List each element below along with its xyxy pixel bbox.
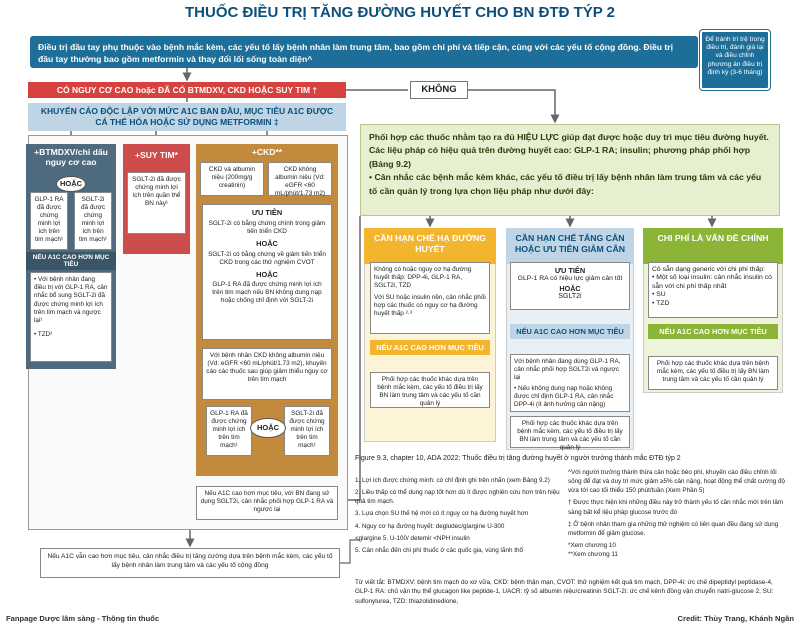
ref-left-2: 2. Liều thấp có thể dung nạp tốt hơn dù ít được nghiên cứu hơn trên hiệu quả tim mạch. — [355, 489, 560, 506]
cost-box-line-0: Cô sẵn dạng generic với chi phí thấp: — [652, 266, 765, 273]
ref-right-2: † Được thực hiện khi những điều này trở thành yếu tố cần nhắc mới trên lâm sàng bất kể liệu pháp glucose trước đó — [568, 499, 784, 516]
heart-failure-column — [123, 144, 190, 254]
intensify-box: Nếu A1C vẫn cao hơn mục tiêu, cân nhắc điều trị tăng cường dựa trên bệnh mắc kèm, các yếu tố lấy bệnh nhân làm trung tâm và các yếu tố cộng đồng — [40, 548, 340, 578]
ref-left-3: 3. Lựa chọn SU thế hệ mới có ít nguy cơ hạ đường huyết hơn — [355, 510, 529, 518]
weight-priority-box — [510, 262, 630, 310]
ckd-glp1-box: GLP-1 RA đã được chứng minh lợi ích trên tim mạch¹ — [206, 406, 252, 456]
ref-left-4: 4. Nguy cơ hạ đường huyết: degludec/glargine U-300 — [355, 522, 505, 530]
ckd-priority-3: GLP-1 RA đã được chứng minh lợi ích trên tim mạch nếu BN không dung nạp hoặc chống chỉ định với SGLT-2i — [212, 280, 322, 304]
intro-line-1: Điều trị đầu tay phụ thuộc vào bệnh mắc kèm, các yếu tố lấy bệnh nhân làm trung tâm, bao gồm chi phí và tiếp cận, cùng với các yếu tố cộng đồng. — [38, 42, 642, 52]
ckd-no-albuminuria-box: CKD không albumin niệu (Vd: eGFR <60 mL/phút/1.73 m2) — [268, 162, 332, 196]
combination-line-2: Các liệu pháp có hiệu quả trên đường huyết cao: GLP-1 RA; insulin; phương pháp phối hợp (Bảng 9.2) — [369, 145, 751, 169]
ckd-priority-2: SGLT-2i có bằng chứng về giảm tiến triển CKD trong các thử nghiệm CVOT — [208, 250, 326, 266]
intro-line-2: Điều trị đầu tay thường bao gồm metformin và thay đổi lối sống toàn diện^ — [38, 42, 674, 65]
ckd-header: +CKD** — [251, 147, 283, 157]
combination-line-3: • Cân nhắc các bệnh mắc kèm khác, các yếu tố điều trị lấy bệnh nhân làm trung tâm và các yếu tố cần quản lý trong lựa chọn liệu pháp như dưới đây: — [369, 172, 762, 196]
ckd-or-badge: HOẶC — [250, 418, 286, 438]
ref-right-5: **Xem chương 11 — [568, 551, 618, 558]
figure-caption: Figure 9.3, chapter 10, ADA 2022: Thuốc điều trị tăng đường huyết ở người trưởng thành mắc ĐTĐ týp 2 — [355, 455, 681, 462]
reassess-note: Để tránh trì trệ trong điều trị, đánh giá lại và điều chỉnh phương án điều trị định kỳ (3-6 tháng) — [700, 30, 770, 90]
references-left — [355, 476, 560, 555]
cost-box-line-3: • TZD — [652, 299, 670, 307]
weight-a1c-bar: NẾU A1C CAO HƠN MỤC TIÊU — [510, 324, 630, 339]
ckd-priority-1: SGLT-2i có bằng chứng chính trong giảm tiến triển CKD — [208, 220, 326, 236]
ascvd-a1c-bar: NẾU A1C CAO HƠN MỤC TIÊU — [26, 252, 116, 270]
weight-after-line-2: • Nếu không dung nạp hoặc không được chỉ định GLP-1 RA, cân nhắc DPP-4i (ít ảnh hưởng cân nặng) — [514, 385, 614, 408]
hypo-box-line-1: Không có hoặc nguy cơ hạ đường huyết thấp: DPP-4i, GLP-1 RA, SGLT2i, TZD — [374, 266, 472, 289]
weight-after-box — [510, 354, 630, 412]
independent-recommendation-bar: KHUYẾN CÁO ĐỘC LẬP VỚI MỨC A1C BAN ĐẦU, MỤC TIÊU A1C ĐƯỢC CÁ THỂ HÓA HOẶC SỬ DỤNG METFORMIN ‡ — [28, 103, 346, 131]
ascvd-bullet-1: • Với bệnh nhân đang điều trị với GLP-1 RA, cân nhắc bổ sung SGLT-2i đã được chứng minh lợi ích trên tim mạch và ngược lại¹ — [34, 276, 108, 324]
ref-left-6: 5. Cân nhắc đến chi phí thuốc ở các quốc gia, vùng lãnh thổ — [355, 546, 523, 554]
ckd-or-2: HOẶC — [256, 269, 278, 279]
cost-a1c-bar: NẾU A1C CAO HƠN MỤC TIÊU — [648, 324, 778, 339]
heart-failure-sglt2-box: SGLT-2i đã được chứng minh lợi ích trên quần thể BN này¹ — [127, 172, 186, 234]
cost-box-line-2: • SU — [652, 291, 666, 299]
ascvd-bullets — [30, 272, 112, 362]
ckd-sglt2-box: SGLT-2i đã được chứng minh lợi ích trên tim mạch¹ — [284, 406, 330, 456]
hypo-a1c-bar: NẾU A1C CAO HƠN MỤC TIÊU — [370, 340, 490, 355]
cost-final-box: Phối hợp các thuốc khác dựa trên bệnh mắc kèm, các yếu tố điều trị lấy BN làm trung tâm và các yếu tố cần quản lý — [648, 356, 778, 390]
ref-right-4: *Xem chương 10 — [568, 541, 616, 549]
page-title: THUỐC ĐIỀU TRỊ TĂNG ĐƯỜNG HUYẾT CHO BN ĐTĐ TÝP 2 — [185, 4, 615, 21]
ascvd-column — [26, 144, 116, 369]
footer-left: Fanpage Dược lâm sàng - Thông tin thuốc — [6, 614, 160, 623]
ckd-no-albuminuria-note: Với bệnh nhân CKD không albumin niệu (Vd: eGFR <60 mL/phút/1.73 m2), khuyến cáo các thuốc sau giúp giảm thiểu nguy cơ trên tim mạch — [202, 348, 332, 400]
weight-final-box: Phối hợp các thuốc khác dựa trên bệnh mắc kèm, các yếu tố điều trị lấy BN làm trung tâm và các yếu tố cần quản lý — [510, 416, 630, 448]
weight-priority-label: ƯU TIÊN — [554, 266, 586, 275]
footer-right: Credit: Thùy Trang, Khánh Ngân — [677, 614, 794, 623]
ref-right-1: ^Với người trưởng thành thừa cân hoặc béo phì, khuyến cáo điều chỉnh lối sống để đạt và duy trì mức giảm ≥5% cân nặng, hoạt động thể chất cường độ vừa tới cao tối thiểu 150 phút/tuần (Xem Phần 5) — [568, 469, 785, 495]
weight-header: CẦN HẠN CHẾ TĂNG CÂN HOẶC ƯU TIÊN GIẢM CÂN — [506, 228, 634, 264]
ref-right-3: ‡ Ở bệnh nhân tham gia những thử nghiệm có liên quan đều đang sử dụng metformin để giảm glucose. — [568, 520, 779, 537]
cost-box-line-1: • Một số loại insulin: cân nhắc insulin có sẵn với chi phí thấp nhất — [652, 274, 772, 290]
combination-box — [360, 124, 780, 216]
ckd-column — [196, 144, 338, 476]
cost-header: CHI PHÍ LÀ VẤN ĐỀ CHÍNH — [643, 228, 783, 264]
references-right — [568, 468, 788, 559]
heart-failure-header: +SUY TIM* — [134, 150, 179, 160]
high-risk-bar: CÓ NGUY CƠ CAO hoặc ĐÃ CÓ BTMDXV, CKD HOẶC SUY TIM † — [28, 82, 346, 98]
ckd-or-1: HOẶC — [256, 239, 278, 249]
ascvd-sglt2-box: SGLT-2i đã được chứng minh lợi ích trên tim mạch¹ — [74, 192, 112, 250]
ascvd-header: +BTMDXV/chỉ dấu nguy cơ cao — [34, 147, 108, 168]
hypo-final-box: Phối hợp các thuốc khác dựa trên bệnh mắc kèm, các yếu tố điều trị lấy BN làm trung tâm và các yếu tố cần quản lý — [370, 372, 490, 408]
ckd-priority-box — [202, 204, 332, 340]
cost-box — [648, 262, 778, 318]
ascvd-glp1-box: GLP-1 RA đã được chứng minh lợi ích trên tim mạch¹ — [30, 192, 68, 250]
ascvd-bullet-2: • TZD² — [34, 331, 53, 339]
hypo-header: CẦN HẠN CHẾ HẠ ĐƯỜNG HUYẾT — [364, 228, 496, 264]
ckd-combine-note: Nếu A1C cao hơn mục tiêu, với BN đang sử dụng SGLT2i, cân nhắc phối hợp GLP-1 RA và ngược lại — [196, 486, 338, 520]
weight-or: HOẶC — [559, 283, 581, 293]
hypo-box — [370, 262, 490, 334]
hypo-box-line-2: Với SU hoặc insulin nền, cân nhắc phối hợp các thuốc có nguy cơ hạ đường huyết thấp ²·³ — [374, 294, 486, 317]
ref-left-5: <glargine 5. U-100/ detemir <NPH insulin — [355, 534, 470, 542]
ckd-priority-label: ƯU TIÊN — [251, 208, 283, 217]
abbreviations: Từ viết tắt: BTMDXV: bệnh tim mạch do xơ vữa, CKD: bệnh thận mạn, CVOT: thử nghiệm kết quả tim mạch, DPP-4i: ức chế dipeptidyl peptidase-4, GLP-1 RA: chủ vận thụ thể glucagon like peptide-1, UACR: tỷ số albumin niệu/creatinin SGLT-2i: ức chế kênh đồng vận chuyển natri-glucose 2, SU: sulfonylurea, TZD: thiazolidinedione, — [355, 579, 774, 605]
weight-after-line-1: Với bệnh nhân đang dùng GLP-1 RA, cân nhắc phối hợp SGLT2i và ngược lại — [514, 358, 621, 381]
ref-left-1: 1. Lợi ích được chứng minh: có chỉ định ghi trên nhãn (xem Bảng 9.2) — [355, 477, 550, 484]
ckd-albuminuria-box: CKD và albumin niệu (200mg/g creatinin) — [200, 162, 264, 196]
ascvd-or-badge: HOẶC — [56, 176, 86, 192]
weight-sglt2-line: SGLT2i — [558, 292, 582, 300]
combination-line-1: Phối hợp các thuốc nhằm tạo ra đủ HIỆU LỰC giúp đạt được hoặc duy trì mục tiêu đường huyết. — [369, 132, 769, 142]
weight-glp1-line: GLP-1 RA có hiệu lực giảm cân tốt — [517, 275, 623, 283]
no-box: KHÔNG — [410, 81, 468, 99]
